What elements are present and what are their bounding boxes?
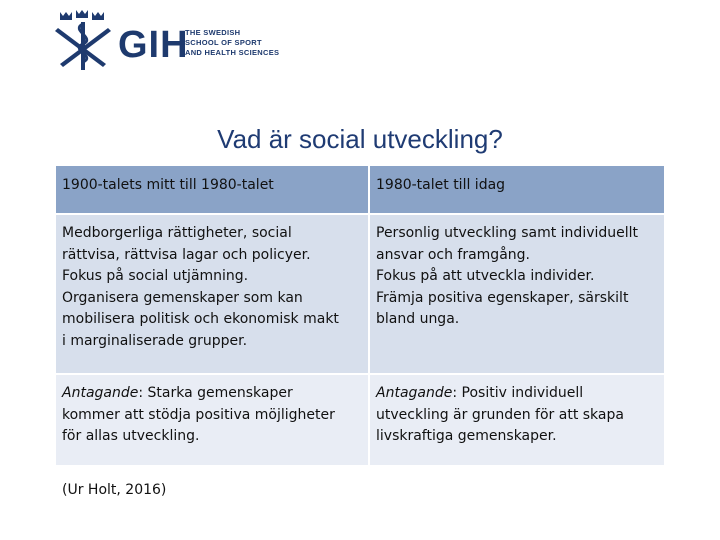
cell-line: mobilisera politisk och ekonomisk makt: [62, 311, 339, 327]
cell-line: utveckling är grunden för att skapa: [376, 406, 624, 423]
logo-subtitle-line: AND HEALTH SCIENCES: [185, 48, 280, 57]
table-row: [55, 214, 665, 374]
table-cell: [369, 374, 665, 466]
cell-line: kommer att stödja positiva möjligheter: [62, 406, 335, 423]
assumption-label: Antagande: [62, 385, 139, 401]
logo-subtitle-line: THE SWEDISH: [185, 28, 241, 37]
gih-logo: [52, 8, 292, 74]
table-cell: [369, 214, 665, 374]
cell-line: bland unga.: [376, 311, 460, 327]
slide-title: Vad är social utveckling?: [217, 124, 503, 154]
cell-line: Fokus på att utveckla individer.: [376, 268, 595, 284]
table-header-row: [55, 165, 665, 214]
cell-line: i marginaliserade grupper.: [62, 332, 248, 349]
table-row: [55, 374, 665, 466]
cell-line: Organisera gemenskaper som kan: [62, 289, 303, 306]
cell-text: : Starka gemenskaper: [138, 385, 293, 401]
table-header-cell: 1900-talets mitt till 1980-talet: [55, 165, 369, 214]
assumption-label: Antagande: [376, 385, 453, 401]
cell-text: : Positiv individuell: [452, 385, 584, 401]
cell-line: Fokus på social utjämning.: [62, 268, 249, 284]
logo-wordmark: GIH: [118, 24, 189, 66]
cell-line: rättvisa, rättvisa lagar och policyer.: [62, 246, 311, 263]
cell-line: livskraftiga gemenskaper.: [376, 428, 557, 444]
crowns-and-staff-emblem-icon: [52, 8, 114, 72]
comparison-table: [54, 164, 666, 467]
cell-line: ansvar och framgång.: [376, 246, 530, 263]
logo-subtitle-line: SCHOOL OF SPORT: [185, 38, 262, 47]
cell-line: för allas utveckling.: [62, 428, 200, 444]
cell-line: [376, 383, 658, 405]
cell-line: Medborgerliga rättigheter, social: [62, 225, 292, 241]
cell-line: Främja positiva egenskaper, särskilt: [376, 289, 629, 306]
table-header-cell: 1980-talet till idag: [369, 165, 665, 214]
logo-subtitle: [185, 28, 279, 58]
cell-line: [62, 383, 362, 405]
table-cell: [55, 374, 369, 466]
cell-line: Personlig utveckling samt individuellt: [376, 225, 639, 241]
table-cell: [55, 214, 369, 374]
citation: (Ur Holt, 2016): [62, 482, 167, 498]
